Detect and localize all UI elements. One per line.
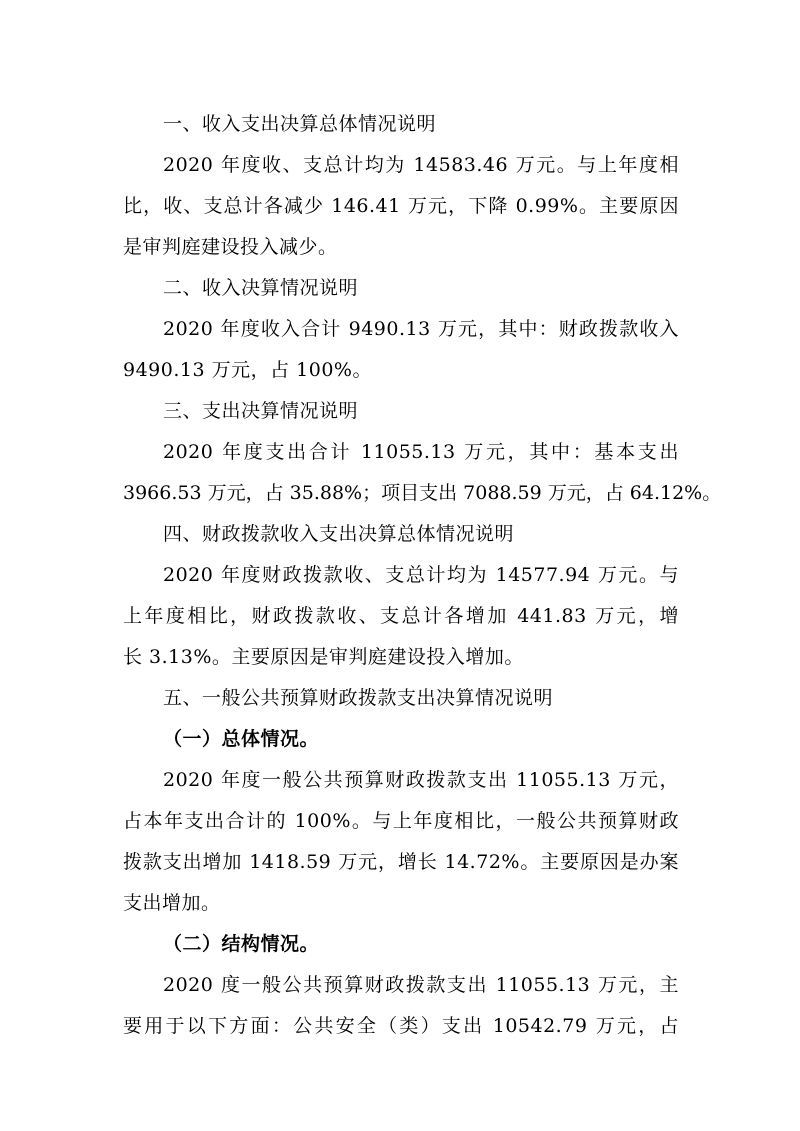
paragraph-line: 支出增加。 <box>123 892 221 914</box>
document-body <box>123 104 722 1047</box>
paragraph-line: 2020 年度收、支总计均为 14583.46 万元。与上年度相 <box>163 154 679 176</box>
subsection-heading-1: （一）总体情况。 <box>163 728 320 750</box>
paragraph-line: 要用于以下方面：公共安全（类）支出 10542.79 万元，占 <box>123 1015 679 1037</box>
paragraph-line: 上年度相比，财政拨款收、支总计各增加 441.83 万元，增 <box>123 605 679 627</box>
section-heading-5: 五、一般公共预算财政拨款支出决算情况说明 <box>163 687 554 709</box>
paragraph-line: 是审判庭建设投入减少。 <box>123 236 338 258</box>
paragraph-line: 9490.13 万元，占 100%。 <box>123 359 372 381</box>
section-heading-3: 三、支出决算情况说明 <box>163 400 359 422</box>
section-heading-1: 一、收入支出决算总体情况说明 <box>163 113 437 135</box>
paragraph-line: 2020 年度财政拨款收、支总计均为 14577.94 万元。与 <box>163 564 679 586</box>
paragraph-line: 2020 年度支出合计 11055.13 万元，其中：基本支出 <box>163 441 679 463</box>
paragraph-line: 比，收、支总计各减少 146.41 万元，下降 0.99%。主要原因 <box>123 195 679 217</box>
section-heading-4: 四、财政拨款收入支出决算总体情况说明 <box>163 523 515 545</box>
section-heading-2: 二、收入决算情况说明 <box>163 277 359 299</box>
paragraph-line: 3966.53 万元，占 35.88%；项目支出 7088.59 万元，占 64.12%。 <box>123 482 722 504</box>
paragraph-line: 2020 年度收入合计 9490.13 万元，其中：财政拨款收入 <box>163 318 679 340</box>
paragraph-line: 占本年支出合计的 100%。与上年度相比，一般公共预算财政 <box>123 810 679 832</box>
paragraph-line: 2020 年度一般公共预算财政拨款支出 11055.13 万元， <box>163 769 679 791</box>
paragraph-line: 2020 度一般公共预算财政拨款支出 11055.13 万元，主 <box>163 974 679 996</box>
paragraph-line: 长 3.13%。主要原因是审判庭建设投入增加。 <box>123 646 524 668</box>
paragraph-line: 拨款支出增加 1418.59 万元，增长 14.72%。主要原因是办案 <box>123 851 679 873</box>
subsection-heading-2: （二）结构情况。 <box>163 933 320 955</box>
